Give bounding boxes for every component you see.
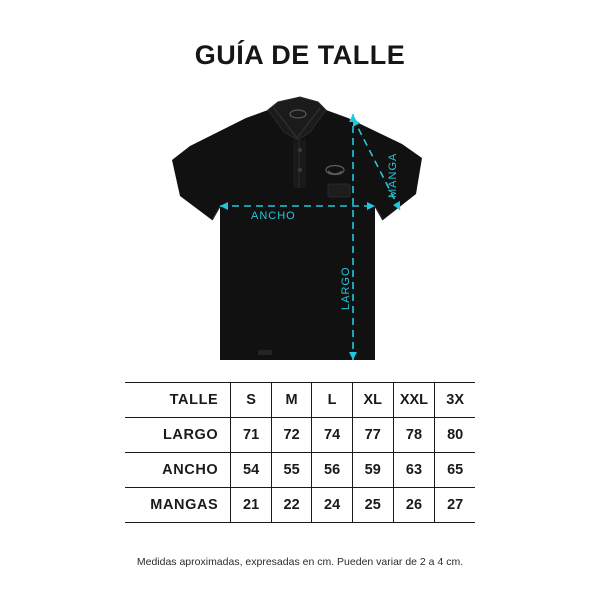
table-cell: 54 (231, 453, 272, 488)
row-label: ANCHO (125, 453, 231, 488)
size-table (125, 382, 475, 523)
row-label: LARGO (125, 418, 231, 453)
table-header-row (125, 383, 475, 418)
table-header-cell: S (231, 383, 272, 418)
table-row (125, 488, 475, 523)
table-cell: 74 (312, 418, 353, 453)
page-title: GUÍA DE TALLE (194, 40, 406, 70)
table-header-cell: 3X (435, 383, 475, 418)
table-cell: 22 (271, 488, 312, 523)
largo-label: LARGO (340, 266, 352, 310)
table-header-cell: M (271, 383, 312, 418)
shirt-illustration (150, 88, 450, 378)
table-cell: 71 (231, 418, 272, 453)
table-cell: 21 (231, 488, 272, 523)
table-cell: 78 (393, 418, 435, 453)
table-header-cell: XXL (393, 383, 435, 418)
table-cell: 59 (352, 453, 393, 488)
table-cell: 27 (435, 488, 475, 523)
table-header-cell: TALLE (125, 383, 231, 418)
table-header-cell: L (312, 383, 353, 418)
table-cell: 63 (393, 453, 435, 488)
table-cell: 56 (312, 453, 353, 488)
manga-label: MANGA (387, 152, 399, 198)
footnote-text: Medidas aproximadas, expresadas en cm. Pueden variar de 2 a 4 cm. (136, 556, 464, 568)
table-cell: 80 (435, 418, 475, 453)
row-label: MANGAS (125, 488, 231, 523)
table-cell: 55 (271, 453, 312, 488)
table-cell: 26 (393, 488, 435, 523)
table-cell: 65 (435, 453, 475, 488)
table-cell: 24 (312, 488, 353, 523)
table-cell: 72 (271, 418, 312, 453)
shirt-body-shape (172, 97, 422, 360)
table-cell: 77 (352, 418, 393, 453)
table-header-cell: XL (352, 383, 393, 418)
ancho-label: ANCHO (251, 210, 296, 222)
table-row (125, 418, 475, 453)
table-cell: 25 (352, 488, 393, 523)
table-row (125, 453, 475, 488)
size-table-container (125, 382, 475, 523)
